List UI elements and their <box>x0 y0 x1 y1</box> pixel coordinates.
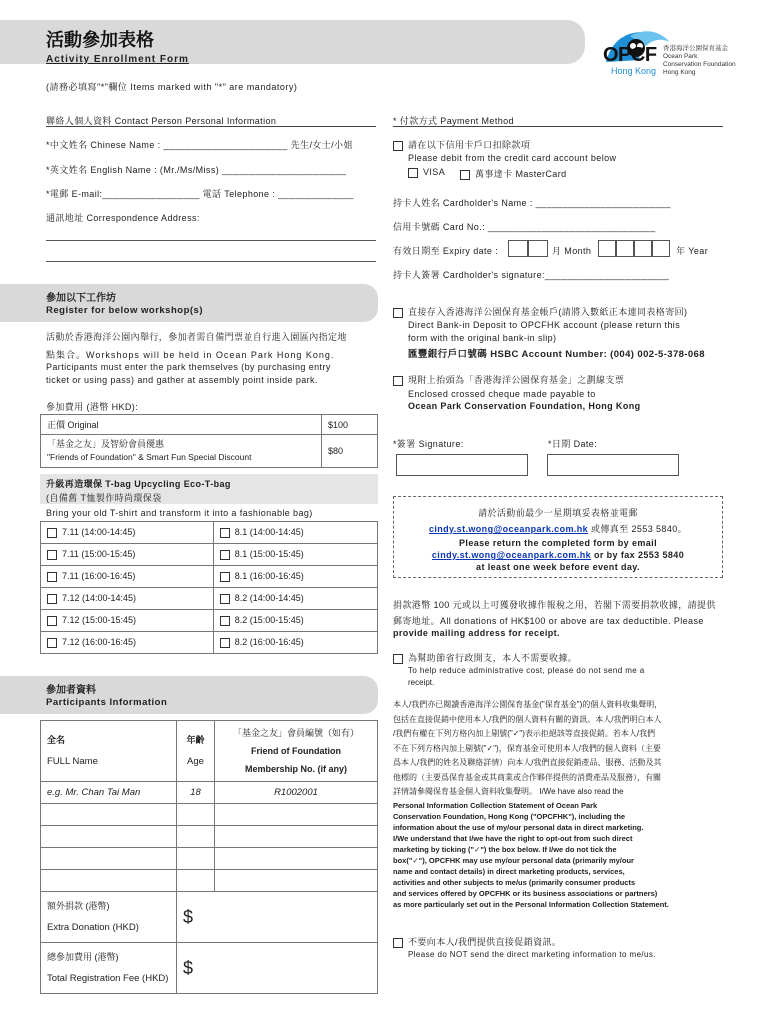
date-box[interactable] <box>547 454 679 476</box>
privacy-line: 爲本人/我們的姓名及聯絡詳情）向本人/我們直接促銷產品、服務、活動及其 <box>393 758 662 767</box>
fee-row <box>41 415 378 435</box>
session-option-august[interactable] <box>213 588 377 610</box>
donation-note-1: 捐款港幣 100 元或以上可獲發收據作報稅之用，若閣下需要捐款收據，請提供 <box>393 600 716 610</box>
session-option-august[interactable] <box>213 566 377 588</box>
mastercard-option[interactable]: 萬事達卡 MasterCard <box>460 167 567 180</box>
participants-table <box>40 720 378 994</box>
privacy-line: and services offered by OPCFHK or its business associations or partners) <box>393 888 658 898</box>
logo-place: Hong Kong <box>611 66 657 76</box>
session-label: 8.2 (15:00-15:45) <box>234 615 304 626</box>
session-row <box>41 632 378 654</box>
col-name-header: 全名 FULL Name <box>41 721 177 782</box>
logo-opcf: OPCF <box>603 44 657 66</box>
email-phone-field[interactable]: *電郵 E-mail:__________________ 電話 Telephone : ______________ <box>46 189 354 199</box>
fee-label-original: 正價 Original <box>41 415 322 435</box>
session-checkbox[interactable] <box>220 594 230 604</box>
session-label: 8.2 (16:00-16:45) <box>234 637 304 648</box>
form-title: 活動參加表格 <box>46 30 154 50</box>
visa-option[interactable]: VISA <box>408 167 445 178</box>
address-line-1[interactable] <box>46 240 376 241</box>
form-subtitle: Activity Enrollment Form <box>46 54 189 65</box>
bank-deposit-option[interactable]: 直接存入香港海洋公園保育基金帳戶(請將入數紙正本連同表格寄回) <box>393 305 687 318</box>
expiry-month-box-1[interactable] <box>508 240 528 257</box>
no-receipt-option[interactable]: 為幫助節省行政開支，本人不需要收據。 <box>393 651 577 664</box>
expiry-year-box-1[interactable] <box>598 240 616 257</box>
session-option-july[interactable] <box>41 566 214 588</box>
notice-zh-2: cindy.st.wong@oceanpark.com.hk 或傳真至 2553 5840。 <box>428 524 688 534</box>
participant-name-cell[interactable] <box>41 870 177 892</box>
privacy-line: Conservation Foundation, Hong Kong ("OPCFHK"), including the <box>393 811 626 821</box>
participant-row[interactable] <box>41 804 378 826</box>
privacy-line: information about the use of my/our personal data in direct marketing. <box>393 822 644 832</box>
session-row <box>41 588 378 610</box>
fee-label-friends: 「基金之友」及智紛會員優惠 "Friends of Foundation" & Smart Fun Special Discount <box>41 435 322 468</box>
session-option-august[interactable] <box>213 632 377 654</box>
session-checkbox[interactable] <box>47 594 57 604</box>
cardholder-name-field[interactable]: 持卡人姓名 Cardholder's Name : _________________________ <box>393 198 671 208</box>
example-member: R1002001 <box>215 782 378 804</box>
logo-org: 香港海洋公園保育基金 Ocean Park Conservation Foundation Hong Kong <box>663 45 736 76</box>
participant-age-cell[interactable] <box>177 848 215 870</box>
notice-email-link-zh[interactable]: cindy.st.wong@oceanpark.com.hk <box>428 524 589 534</box>
session-row <box>41 522 378 544</box>
session-table <box>40 521 378 654</box>
mandatory-note: (請務必填寫"*"欄位 Items marked with "*" are mandatory) <box>46 82 298 92</box>
session-option-july[interactable] <box>41 544 214 566</box>
privacy-line: 包括在直接促銷中使用本人/我們的個人資料有關的資訊。本人/我們明白本人 <box>393 714 662 724</box>
privacy-line: name and contact details) in direct marketing products, services, <box>393 866 625 876</box>
session-option-july[interactable] <box>41 632 214 654</box>
bank-deposit-checkbox[interactable] <box>393 308 403 318</box>
date-label: *日期 Date: <box>548 439 598 449</box>
notice-email-link-en[interactable]: cindy.st.wong@oceanpark.com.hk <box>431 550 592 560</box>
participant-member-cell[interactable] <box>215 804 378 826</box>
total-fee-field[interactable]: $ <box>177 943 378 994</box>
no-receipt-en-1: To help reduce administrative cost, please do not send me a <box>408 666 645 675</box>
no-receipt-en-2: receipt. <box>408 678 435 687</box>
notice-en-3: at least one week before event day. <box>476 562 640 572</box>
total-fee-row <box>41 943 378 994</box>
session-checkbox[interactable] <box>220 572 230 582</box>
session-row <box>41 610 378 632</box>
mastercard-checkbox[interactable] <box>460 170 470 180</box>
workshop-heading: 參加以下工作坊 <box>46 293 116 304</box>
workshop-desc-4: ticket or using pass) and gather at assembly point inside park. <box>46 375 318 385</box>
privacy-statement <box>393 698 723 910</box>
session-checkbox[interactable] <box>47 616 57 626</box>
optout-checkbox[interactable] <box>393 938 403 948</box>
payment-heading: * 付款方式 Payment Method <box>393 116 514 126</box>
session-label: 7.11 (14:00-14:45) <box>62 527 136 538</box>
hsbc-account: 匯豐銀行戶口號碼 HSBC Account Number: (004) 002-5-378-068 <box>408 349 705 360</box>
privacy-line: 本人/我們亦已閱讀香港海洋公園保育基金("保育基金")的個人資料收集聲明， <box>393 700 663 709</box>
expiry-label: 有效日期至 Expiry date : <box>393 246 499 256</box>
col-age-header: 年齡 Age <box>177 721 215 782</box>
session-label: 7.12 (16:00-16:45) <box>62 637 137 648</box>
session-option-july[interactable] <box>41 522 214 544</box>
optout-en: Please do NOT send the direct marketing information to me/us. <box>408 950 656 959</box>
participant-age-cell[interactable] <box>177 870 215 892</box>
privacy-line: box("✓"), OPCFHK may use my/our personal data (primarily my/our <box>393 855 634 865</box>
session-checkbox[interactable] <box>220 550 230 560</box>
participants-header-row <box>41 721 378 782</box>
optout-option[interactable]: 不要向本人/我們提供直接促銷資訊。 <box>393 935 561 948</box>
workshop-heading-en: Register for below workshop(s) <box>46 305 203 316</box>
bank-en-1: Direct Bank-in Deposit to OPCFHK account (please return this <box>408 320 681 330</box>
privacy-line: I/We understand that I/we have the right to opt-out from such direct <box>393 833 633 843</box>
participant-age-cell[interactable] <box>177 804 215 826</box>
session-option-july[interactable] <box>41 610 214 632</box>
card-number-field[interactable]: 信用卡號碼 Card No.: _______________________________ <box>393 222 656 232</box>
cheque-option[interactable]: 現附上抬頭為「香港海洋公園保育基金」之劃線支票 <box>393 373 624 386</box>
fee-row <box>41 435 378 468</box>
expiry-month-box-2[interactable] <box>528 240 548 257</box>
privacy-line: 不在下列方格內加上剔號("✓")，保育基金可使用本人/我們的個人資料（主要 <box>393 743 661 753</box>
session-label: 8.1 (15:00-15:45) <box>234 549 304 560</box>
credit-card-en: Please debit from the credit card account below <box>408 153 617 163</box>
session-label: 7.11 (16:00-16:45) <box>62 571 136 582</box>
session-label: 8.1 (14:00-14:45) <box>234 527 304 538</box>
credit-card-checkbox[interactable] <box>393 141 403 151</box>
contact-heading: 聯絡人個人資料 Contact Person Personal Information <box>46 116 277 126</box>
privacy-line: marketing by ticking ("✓") the box below. If I/we do not tick the <box>393 844 617 854</box>
session-option-july[interactable] <box>41 588 214 610</box>
year-label: 年 Year <box>676 246 709 256</box>
participants-heading-en: Participants Information <box>46 697 168 708</box>
privacy-line: as more particularly set out in the Personal Information Collection Statement. <box>393 899 669 909</box>
upcycle-en: Bring your old T-shirt and transform it into a fashionable bag) <box>46 508 313 518</box>
notice-en-2: cindy.st.wong@oceanpark.com.hk or by fax 2553 5840 <box>431 550 685 560</box>
example-name: e.g. Mr. Chan Tai Man <box>41 782 177 804</box>
fee-price-original: $100 <box>322 415 378 435</box>
address-line-2[interactable] <box>46 261 376 262</box>
session-option-august[interactable] <box>213 544 377 566</box>
expiry-year-box-2[interactable] <box>616 240 634 257</box>
credit-card-option[interactable]: 請在以下信用卡戶口扣除款項 <box>393 138 530 151</box>
bank-en-2: form with the original bank-in slip) <box>408 333 557 343</box>
participant-age-cell[interactable] <box>177 826 215 848</box>
privacy-line: 詳情請參閱保育基金個人資料收集聲明。 I/We have also read the <box>393 787 624 796</box>
signature-label: *簽署 Signature: <box>393 439 464 449</box>
upcycle-zh: (自備舊 T恤製作時尚環保袋 <box>46 493 162 503</box>
session-checkbox[interactable] <box>47 638 57 648</box>
example-age: 18 <box>177 782 215 804</box>
participant-row[interactable] <box>41 870 378 892</box>
cheque-checkbox[interactable] <box>393 376 403 386</box>
session-checkbox[interactable] <box>47 550 57 560</box>
no-receipt-checkbox[interactable] <box>393 654 403 664</box>
session-checkbox[interactable] <box>220 638 230 648</box>
participant-member-cell[interactable] <box>215 870 378 892</box>
participant-name-cell[interactable] <box>41 804 177 826</box>
extra-donation-row <box>41 892 378 943</box>
participant-name-cell[interactable] <box>41 826 177 848</box>
english-name-field[interactable]: *英文姓名 English Name : (Mr./Ms/Miss) _______________________ <box>46 165 347 175</box>
session-label: 8.1 (16:00-16:45) <box>234 571 304 582</box>
notice-zh-1: 請於活動前最少一星期填妥表格並電郵 <box>478 508 638 518</box>
workshop-desc-2: 點集合。Workshops will be held in Ocean Park Hong Kong. <box>46 350 335 360</box>
participant-member-cell[interactable] <box>215 848 378 870</box>
session-label: 7.12 (14:00-14:45) <box>62 593 137 604</box>
extra-donation-field[interactable]: $ <box>177 892 378 943</box>
address-label: 通訊地址 Correspondence Address: <box>46 213 200 223</box>
workshop-desc-3: Participants must enter the park themselves (by purchasing entry <box>46 362 331 372</box>
privacy-line: Personal Information Collection Statement of Ocean Park <box>393 800 598 810</box>
privacy-line: 他標的（主要爲保育基金或其商業或合作夥伴提供的消費產品及服務），有關 <box>393 772 661 782</box>
extra-donation-label: 額外捐款 (港幣) Extra Donation (HKD) <box>41 892 177 943</box>
privacy-line: /我們有權在下列方格內加上剔號("✓")表示拒絕該等直接促銷。若本人/我們 <box>393 729 656 738</box>
participants-heading: 參加者資料 <box>46 685 96 696</box>
donation-note-2: 郵寄地址。All donations of HK$100 or above are tax deductible. Please <box>393 616 704 626</box>
session-checkbox[interactable] <box>220 528 230 538</box>
signature-box[interactable] <box>396 454 528 476</box>
total-fee-label: 總參加費用 (港幣) Total Registration Fee (HKD) <box>41 943 177 994</box>
session-label: 7.11 (15:00-15:45) <box>62 549 136 560</box>
fee-heading: 參加費用 (港幣 HKD): <box>46 402 139 412</box>
chinese-name-field[interactable]: *中文姓名 Chinese Name : _______________________ 先生/女士/小姐 <box>46 140 353 150</box>
session-checkbox[interactable] <box>47 572 57 582</box>
session-label: 8.2 (14:00-14:45) <box>234 593 304 604</box>
col-member-header: 「基金之友」會員編號（如有） Friend of Foundation Membership No. (if any) <box>215 721 378 782</box>
visa-checkbox[interactable] <box>408 168 418 178</box>
month-label: 月 Month <box>552 246 592 256</box>
cheque-en-1: Enclosed crossed cheque made payable to <box>408 389 596 399</box>
session-checkbox[interactable] <box>47 528 57 538</box>
cheque-en-2: Ocean Park Conservation Foundation, Hong Kong <box>408 401 641 411</box>
participant-member-cell[interactable] <box>215 826 378 848</box>
privacy-line: activities and other subjects to me/us (primarily consumer products <box>393 877 636 887</box>
notice-en-1: Please return the completed form by email <box>459 538 657 548</box>
expiry-year-box-4[interactable] <box>652 240 670 257</box>
session-row <box>41 544 378 566</box>
participant-name-cell[interactable] <box>41 848 177 870</box>
session-row <box>41 566 378 588</box>
session-label: 7.12 (15:00-15:45) <box>62 615 137 626</box>
session-checkbox[interactable] <box>220 616 230 626</box>
fee-table <box>40 414 378 468</box>
upcycle-title: 升級再造環保 T-bag Upcycling Eco-T-bag <box>46 479 231 489</box>
expiry-year-box-3[interactable] <box>634 240 652 257</box>
participant-row[interactable] <box>41 848 378 870</box>
participant-row[interactable] <box>41 826 378 848</box>
session-option-august[interactable] <box>213 610 377 632</box>
cardholder-signature-field[interactable]: 持卡人簽署 Cardholder's signature:_______________________ <box>393 270 670 280</box>
donation-note-3: provide mailing address for receipt. <box>393 628 560 638</box>
workshop-desc-1: 活動於香港海洋公園內舉行，參加者需自備門票並自行進入園區內指定地 <box>46 332 347 342</box>
example-row <box>41 782 378 804</box>
fee-price-friends: $80 <box>322 435 378 468</box>
session-option-august[interactable] <box>213 522 377 544</box>
